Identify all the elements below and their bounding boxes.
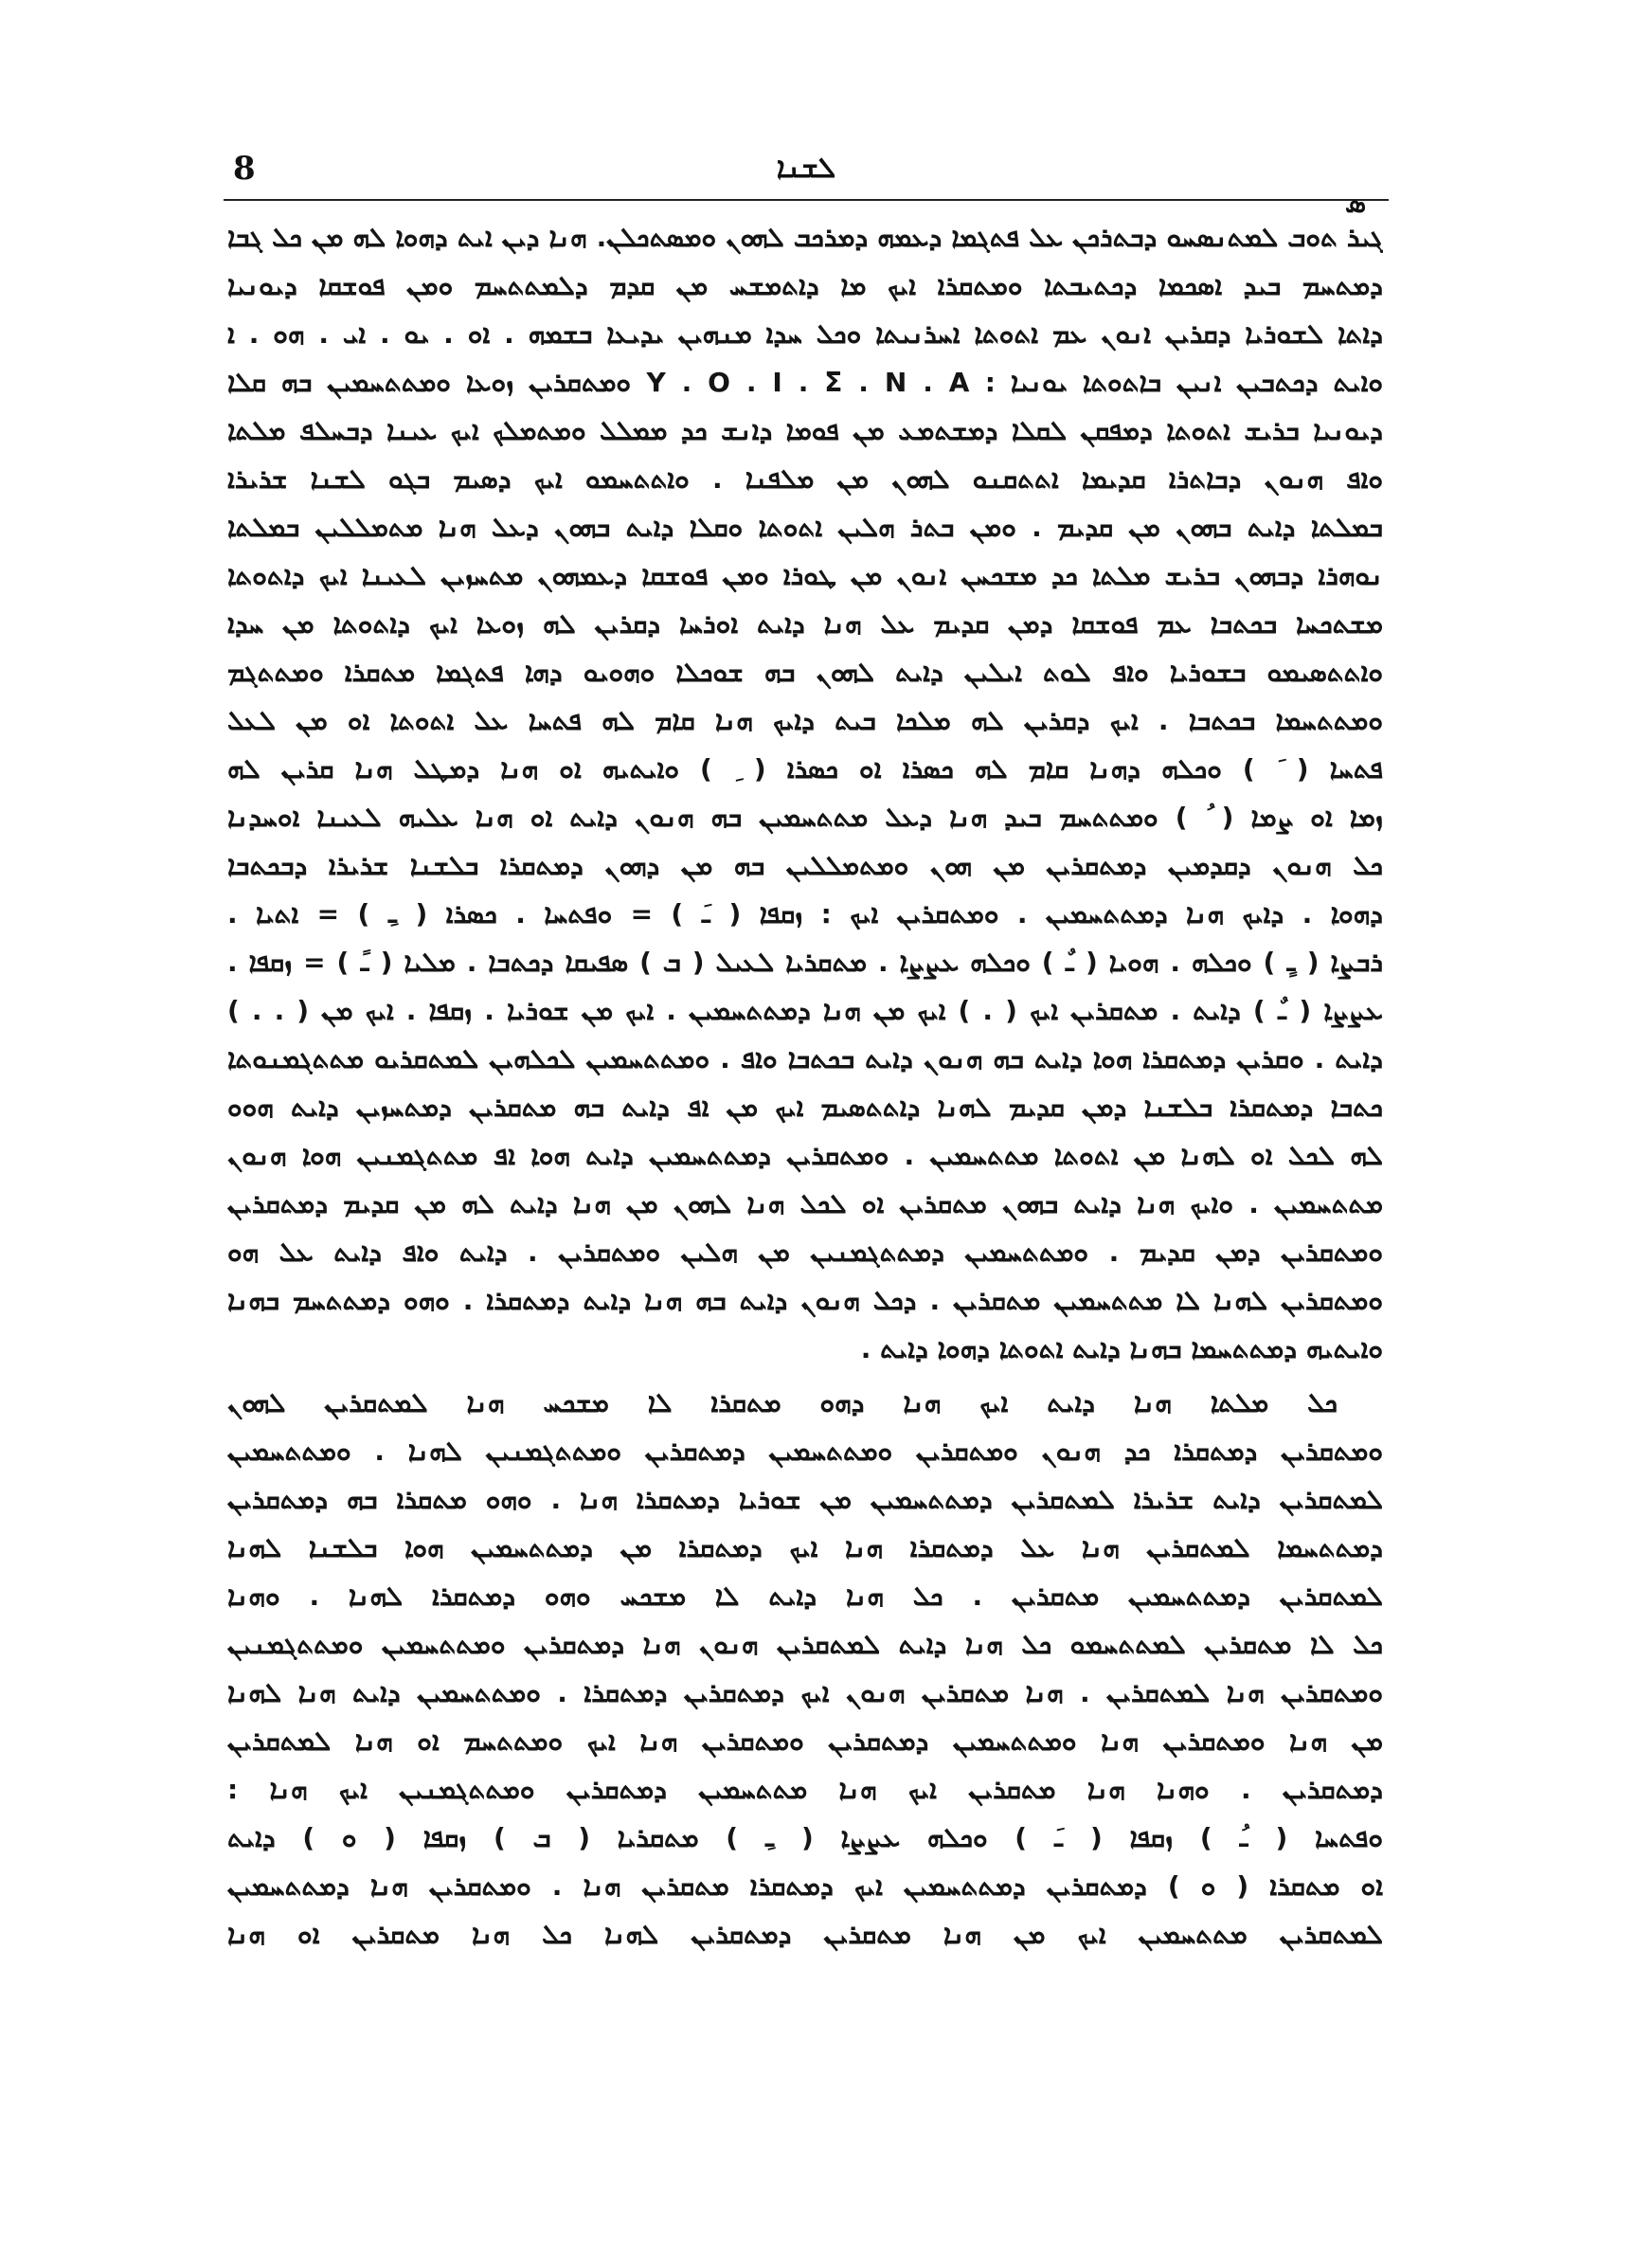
- text-line: ܕܝܘܢܝܐ ܒܪܝܫ ܐܬܘܬܐ ܕܡܦܩܢ ܠܩܠܐ ܕܡܫܬܡܥ ܡܢ ܦܘܡܐ ܕܐܢܫ ܟܕ ܡܡܠܠ ܘܡܬܡܠܟ ܐܝܟ ܥܝܢܐ ܕܒܚܠܦ ܡܠܬܐ: [227, 415, 1383, 446]
- header-rule: [224, 199, 1389, 201]
- text-line: ܐܘ ܡܬܩܪܐ ( ܘ ) ܕܡܬܩܪܝܢ ܕܡܬܬܚܡܝܢ ܐܝܟ ܕܡܬܩܪܐ ܡܬܩܪܝܢ ܗܢܐ . ܘܡܬܩܪܝܢ ܗܢܐ ܕܡܬܬܚܡܝܢ: [227, 1870, 1383, 1902]
- text-line: ܠܗ ܠܟܠ ܐܘ ܠܗܢܐ ܡܢ ܐܬܘܬܐ ܡܬܬܚܡܝܢ . ܘܡܬܩܪܝܢ ܕܡܬܬܚܡܝܢ ܕܐܝܬ ܗܘܐ ܐܦ ܡܬܬܓܡܢܝܢ ܗܘܐ ܗܢܘܢ: [227, 1140, 1383, 1171]
- page-number: 8: [233, 150, 256, 188]
- body-text: [227, 213, 1383, 1959]
- text-line: ܘܦܬܚܐ ( ـُ ) ܙܩܦܐ ( ـَ ) ܘܟܠܗ ܥܨܨܐ ( ـِ ) ܡܬܩܪܝܐ ( ܒ ) ܙܩܦܐ ( ܘ ) ܕܐܝܬ: [227, 1822, 1383, 1853]
- text-line: ܕܐܬܐ ܠܫܘܪܝܐ ܕܩܪܝܢ ܐܢܘܢ ܥܡ ܐܬܘܬܐ ܐܚܪܢܝܬܐ ܘܟܠ ܚܕܐ ܡܢܗܝܢ ܝܕܝܥܐ ܒܫܡܗ . ܐܘ . ܝܘ . ܐܝ . ܗܘ . ܐ: [227, 318, 1383, 350]
- text-line: ܘܡܬܩܪܝܢ ܗܢܐ ܠܡܬܩܪܝܢ . ܗܢܐ ܡܬܩܪܝܢ ܗܢܘܢ ܐܝܟ ܕܡܬܩܪܝܢ ܕܡܬܩܪܐ . ܘܡܬܬܚܡܝܢ ܕܐܝܬ ܗܢܐ ܠܗܢܐ: [227, 1677, 1383, 1708]
- text-line: ܘܡܬܩܪܝܢ ܕܡܬܩܪܐ ܟܕ ܗܢܘܢ ܘܡܬܩܪܝܢ ܘܡܬܬܚܡܝܢ ܕܡܬܩܪܝܢ ܘܡܬܬܓܡܢܝܢ ܠܗܢܐ . ܘܡܬܬܚܡܝܢ: [227, 1435, 1383, 1467]
- text-line: ܙܡܐ ܐܘ ܨܡܐ ( ُ ) ܘܡܬܬܚܡ ܒܝܕ ܗܢܐ ܕܥܠ ܡܬܬܚܡܝܢ ܒܗ ܗܢܘܢ ܕܐܝܬ ܐܘ ܗܢܐ ܥܠܝܗ ܠܥܝܢܐ ܐܘܚܕܢܐ: [227, 802, 1383, 833]
- page-header: [224, 142, 1389, 199]
- paragraph-1: [227, 213, 1383, 1373]
- text-line: ܠܡܬܩܪܝܢ ܕܐܝܬ ܫܪܝܪܐ ܠܡܬܩܪܝܢ ܕܡܬܬܚܡܝܢ ܡܢ ܫܘܪܝܐ ܕܡܬܩܪܐ ܗܢܐ . ܘܗܘ ܡܬܩܪܐ ܒܗ ܕܡܬܩܪܝܢ: [227, 1484, 1383, 1515]
- text-line: ܥܨܨܐ ( ـٌ ) ܕܐܝܬ . ܡܬܩܪܝܢ ܐܝܟ ( . ) ܐܝܟ ܡܢ ܗܢܐ ܕܡܬܬܚܡܝܢ . ܐܝܟ ܡܢ ܫܘܪܝܐ . ܙܩܦܐ . ܐܝܟ ܡܢ ( . . ): [227, 995, 1383, 1026]
- text-line: ܦܬܚܐ ( َ ) ܘܟܠܗ ܕܗܢܐ ܩܐܡ ܠܗ ܟܣܪܐ ܐܘ ܟܣܪܐ ( ِ ) ܘܐܝܬܝܗ ܐܘ ܗܢܐ ܕܡܛܠ ܗܢܐ ܩܪܝܢ ܠܗ: [227, 753, 1383, 785]
- text-line: ܟܠ ܗܢܘܢ ܕܩܕܡܝܢ ܕܡܬܩܪܝܢ ܡܢ ܗܘܢ ܘܡܬܡܠܠܝܢ ܒܗ ܡܢ ܕܗܘܢ ܕܡܬܩܪܐ ܒܠܫܢܐ ܫܪܝܪܐ ܕܒܟܬܒܐ: [227, 850, 1383, 881]
- text-line: ܕܡܬܩܪܝܢ . ܘܗܢܐ ܗܢܐ ܡܬܩܪܝܢ ܐܝܟ ܗܢܐ ܡܬܬܚܡܝܢ ܕܡܬܩܪܝܢ ܘܡܬܬܓܡܢܝܢ ܐܝܟ ܗܢܐ :: [227, 1774, 1383, 1805]
- text-line: ܕܡܬܚܡ ܒܝܕ ܐܣܟܡܐ ܕܟܬܝܒܬܐ ܘܡܬܩܪܐ ܐܝܟ ܡܐ ܕܐܬܡܫܚ ܡܢ ܩܕܡ ܕܠܡܬܬܚܡ ܘܡܢ ܦܘܫܩܐ ܕܝܘܢܝܐ: [227, 270, 1383, 301]
- text-line: ܕܐܝܬ . ܘܩܪܝܢ ܕܡܬܩܪܐ ܗܘܐ ܕܐܝܬ ܒܗ ܗܢܘܢ ܕܐܝܬ ܒܟܬܒܐ ܘܐܦ . ܘܡܬܬܚܡܝܢ ܠܟܠܗܝܢ ܠܡܬܩܪܝܘ ܡܬܬܓܡܢܘܬܐ: [227, 1043, 1383, 1074]
- text-line: ܘܐܬܬܣܝܡܘ ܒܫܘܪܝܐ ܘܐܦ ܠܘܬ ܐܝܠܝܢ ܕܐܝܬ ܠܗܘܢ ܒܗ ܫܘܟܠܐ ܘܗܘܝܘ ܕܗܐ ܦܬܓܡܐ ܡܬܩܪܐ ܘܡܬܬܓܡ: [227, 657, 1383, 688]
- text-line: ܘܐܝܬܝܗ ܕܡܬܬܚܡܐ ܒܗܢܐ ܕܐܝܬ ܐܬܘܬܐ ܕܗܘܐ ܕܐܝܬ .: [860, 1333, 1383, 1364]
- text-line: ܟܬܒܐ ܕܡܬܩܪܐ ܒܠܫܢܐ ܕܡܢ ܩܕܝܡ ܠܗܢܐ ܕܐܬܬܣܝܡ ܐܝܟ ܡܢ ܐܦ ܕܐܝܬ ܒܗ ܡܬܩܪܝܢ ܕܡܬܚܙܝܢ ܕܐܝܬ ܗܘܘ: [227, 1092, 1383, 1123]
- text-line: ܡܫܬܟܚܐ ܒܟܬܒܐ ܥܡ ܦܘܫܩܐ ܕܡܢ ܩܕܝܡ ܥܠ ܗܢܐ ܕܐܝܬ ܐܘܪܚܐ ܕܩܪܝܢ ܠܗ ܙܘܥܐ ܐܝܟ ܕܐܬܘܬܐ ܡܢ ܚܕܐ: [227, 608, 1383, 640]
- text-line: ܘܐܦ ܗܢܘܢ ܕܒܐܬܪܐ ܩܕܝܡܐ ܐܬܬܩܢܘ ܠܗܘܢ ܡܢ ܡܠܦܢܐ . ܘܐܬܬܚܡܘ ܐܝܟ ܕܣܝܡ ܒܓܘ ܠܫܢܐ ܫܪܝܪܐ: [227, 463, 1383, 495]
- text-line: ܒܡܠܬܐ ܕܐܝܬ ܒܗܘܢ ܡܢ ܩܕܝܡ . ܘܡܢ ܒܬܪ ܗܠܝܢ ܐܬܘܬܐ ܘܩܠܐ ܕܐܝܬ ܒܗܘܢ ܕܥܠ ܗܢܐ ܡܬܡܠܠܝܢ ܒܡܠܬܐ: [227, 512, 1383, 543]
- text-line: ܘܐܝܬ ܕܟܬܒܝܢ ܐܢܝܢ ܒܐܬܘܬܐ ܝܘܢܝܐ : Y . O . I . Σ . N . A ܘܡܬܩܪܝܢ ܙܘܥܐ ܘܡܬܬܚܡܝܢ ܒܗ ܩܠܐ: [227, 367, 1383, 398]
- text-line: ܪܒܨܐ ( ـٍ ) ܘܟܠܗ . ܗܘܝܐ ( ـٌ ) ܘܟܠܗ ܥܨܨܐ . ܡܬܩܪܝܐ ܠܥܝܠ ( ܒ ) ܣܦܝܩܐ ܕܟܬܒܐ . ܡܠܝܐ ( ـً ) = ܙܩܦܐ .: [227, 947, 1383, 978]
- text-line: ܡܢ ܗܢܐ ܘܡܬܩܪܝܢ ܗܢܐ ܘܡܬܬܚܡܝܢ ܕܡܬܩܪܝܢ ܘܡܬܩܪܝܢ ܗܢܐ ܐܝܟ ܘܡܬܬܚܡ ܐܘ ܗܢܐ ܠܡܬܩܪܝܢ: [227, 1725, 1383, 1757]
- text-line: ܟܠ ܠܐ ܡܬܩܪܝܢ ܠܡܬܬܚܡܘ ܟܠ ܗܢܐ ܕܐܝܬ ܠܡܬܩܪܝܢ ܗܢܘܢ ܗܢܐ ܕܡܬܩܪܝܢ ܘܡܬܬܚܡܝܢ ܘܡܬܬܓܡܢܝܢ: [227, 1629, 1383, 1660]
- text-line: ܡܬܬܚܡܝܢ . ܘܐܝܟ ܗܢܐ ܕܐܝܬ ܒܗܘܢ ܡܬܩܪܝܢ ܐܘ ܠܟܠ ܗܢܐ ܠܗܘܢ ܡܢ ܗܢܐ ܕܐܝܬ ܠܗ ܡܢ ܩܕܝܡ ܕܡܬܩܪܝܢ: [227, 1188, 1383, 1219]
- text-line: ܠܡܬܩܪܝܢ ܡܬܬܚܡܝܢ ܐܝܟ ܡܢ ܗܢܐ ܡܬܩܪܝܢ ܕܡܬܩܪܝܢ ܠܗܢܐ ܟܠ ܗܢܐ ܡܬܩܪܝܢ ܐܘ ܗܢܐ: [227, 1919, 1383, 1950]
- text-line: ܓܝܪ ܬܘܒ ܠܡܬܢܣܚܘ ܕܒܬܪܟܢ ܥܠ ܦܬܓܡܐ ܕܥܡܗ ܕܡܪܟܒ ܠܗܘܢ ܘܡܣܬܟܠܢ. ܗܢܐ ܕܝܢ ܐܝܬ ܕܗܘܐ ܠܗ ܡܢ ܟܠ ܓܒܐ: [227, 222, 1383, 253]
- section-mark: ܣ: [1345, 188, 1367, 219]
- paragraph-2: [227, 1379, 1383, 1959]
- text-line: ܘܡܬܬܚܡܐ ܒܟܬܒܐ . ܐܝܟ ܕܩܪܝܢ ܠܗ ܡܠܟܐ ܒܝܬ ܕܐܝܟ ܗܢܐ ܩܐܡ ܠܗ ܦܬܚܐ ܥܠ ܐܬܘܬܐ ܐܘ ܡܢ ܠܥܠ: [227, 705, 1383, 736]
- text-line: ܟܠ ܡܠܬܐ ܗܢܐ ܕܐܝܬ ܐܝܟ ܗܢܐ ܕܗܘ ܡܬܩܪܐ ܠܐ ܡܫܟܚ ܗܢܐ ܠܡܬܩܪܝܢ ܠܗܘܢ: [227, 1387, 1338, 1418]
- text-line: ܢܘܗܪܐ ܕܒܗܘܢ ܒܪܝܫ ܡܠܬܐ ܟܕ ܡܫܟܚܢ ܐܢܘܢ ܡܢ ܛܘܪܐ ܘܡܢ ܦܘܫܩܐ ܕܥܡܗܘܢ ܡܬܚܙܝܢ ܠܥܝܢܐ ܐܝܟ ܕܐܬܘܬܐ: [227, 560, 1383, 591]
- text-line: ܘܡܬܩܪܝܢ ܕܡܢ ܩܕܝܡ . ܘܡܬܬܚܡܝܢ ܕܡܬܬܓܡܢܝܢ ܡܢ ܗܠܝܢ ܘܡܬܩܪܝܢ . ܕܐܝܬ ܘܐܦ ܕܐܝܬ ܥܠ ܗܘ: [227, 1237, 1383, 1268]
- text-line: ܕܗܘܐ . ܕܐܝܟ ܗܢܐ ܕܡܬܬܚܡܝܢ . ܘܡܬܩܪܝܢ ܐܝܟ : ܙܩܦܐ ( ـَ ) = ܘܦܬܚܐ . ܟܣܪܐ ( ـِ ) = ܐܬܝܐ .: [227, 898, 1383, 930]
- text-line: ܘܡܬܩܪܝܢ ܠܗܢܐ ܠܐ ܡܬܬܚܡܝܢ ܡܬܩܪܝܢ . ܕܟܠ ܗܢܘܢ ܕܐܝܬ ܒܗ ܗܢܐ ܕܐܝܬ ܕܡܬܩܪܐ . ܘܗܘ ܕܡܬܬܚܡ ܒܗܢܐ: [227, 1285, 1383, 1316]
- text-line: ܕܡܬܬܚܡܐ ܠܡܬܩܪܝܢ ܗܢܐ ܥܠ ܕܡܬܩܪܐ ܗܢܐ ܐܝܟ ܕܡܬܩܪܐ ܡܢ ܕܡܬܬܚܡܝܢ ܗܘܐ ܒܠܫܢܐ ܠܗܢܐ: [227, 1532, 1383, 1563]
- running-title: ܠܫܢܐ: [776, 152, 836, 185]
- text-line: ܠܡܬܩܪܝܢ ܕܡܬܬܚܡܝܢ ܡܬܩܪܝܢ . ܟܠ ܗܢܐ ܕܐܝܬ ܠܐ ܡܫܟܚ ܘܗܘ ܕܡܬܩܪܐ ܠܗܢܐ . ܘܗܢܐ: [227, 1580, 1383, 1612]
